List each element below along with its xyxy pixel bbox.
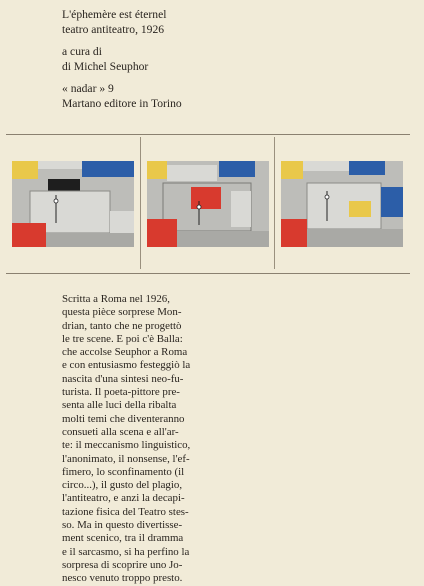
scene-plate-1 [6, 137, 138, 269]
description-text [62, 293, 190, 586]
text-line: ment scenico, tra il dramma [62, 532, 184, 545]
series-label: « nadar » 9 [62, 82, 114, 96]
text-line: l'antiteatro, e anzi la decapi- [62, 492, 185, 505]
text-line: questa pièce sorprese Mon- [62, 306, 182, 319]
text-line: senta alle luci della ribalta [62, 399, 177, 412]
text-line: e con entusiasmo festeggiò la [62, 359, 191, 372]
curator-line-1: a cura di [62, 45, 102, 59]
title-line-2: teatro antiteatro, 1926 [62, 22, 165, 36]
text-line: che accolse Seuphor a Roma [62, 346, 188, 359]
scene-plate-2 [140, 137, 273, 269]
text-line: circo...), il gusto del plagio, [62, 479, 183, 492]
text-line: turista. Il poeta-pittore pre- [62, 386, 180, 399]
text-line: molti temi che diventeranno [62, 412, 185, 425]
publisher-label: Martano editore in Torino [62, 96, 182, 110]
text-line: sorpresa di scoprire uno Jo- [62, 558, 183, 571]
mondrian-scene-illustration-3 [281, 161, 403, 247]
curator-line-2: di Michel Seuphor [62, 59, 149, 73]
scene-plate-3 [274, 137, 407, 269]
text-line: nascita d'una sintesi neo-fu- [62, 372, 184, 385]
text-line: le tre scene. E poi c'è Balla: [62, 332, 183, 345]
text-line: so. Ma in questo divertisse- [62, 519, 183, 532]
text-line: tazione fisica del Teatro stes- [62, 505, 189, 518]
text-line: Scritta a Roma nel 1926, [62, 293, 170, 305]
mondrian-scene-illustration-2 [147, 161, 269, 247]
text-line: fimero, lo sconfinamento (il [62, 465, 185, 478]
title-line-1: L'éphemère est éternel [62, 8, 167, 21]
text-line: nesco venuto troppo presto. [62, 572, 183, 585]
text-line: e il sarcasmo, si ha perfino la [62, 545, 190, 558]
text-line: l'anonimato, il nonsense, l'ef- [62, 452, 190, 465]
scene-plates [6, 134, 410, 274]
text-line: consueti alla scena e all'ar- [62, 425, 179, 438]
text-line: te: il meccanismo linguistico, [62, 439, 191, 452]
text-line: drian, tanto che ne progettò [62, 319, 182, 332]
title-block [62, 8, 182, 112]
mondrian-scene-illustration-1 [12, 161, 134, 247]
